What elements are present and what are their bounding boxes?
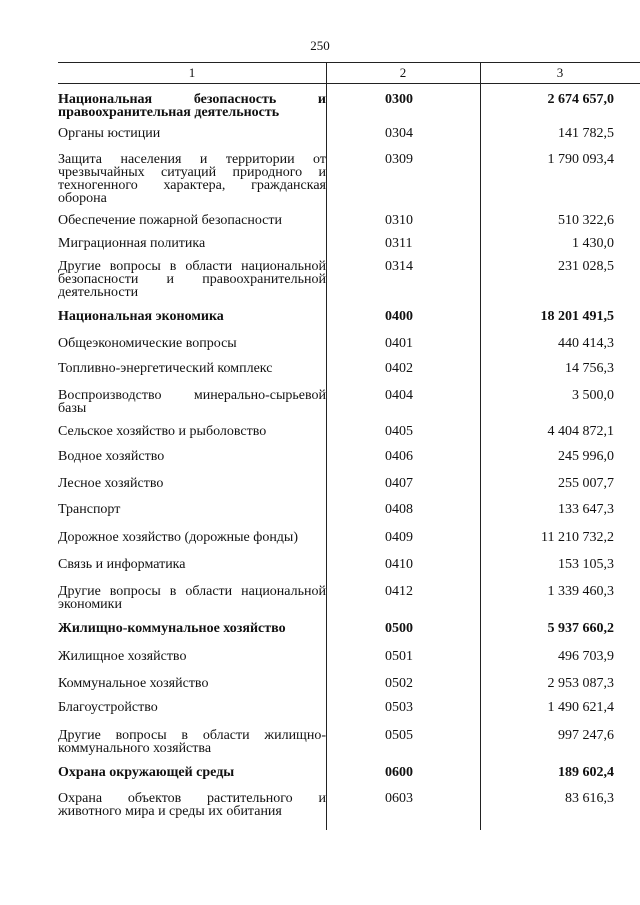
row-code: 0407 <box>385 476 413 491</box>
row-code: 0314 <box>385 259 413 274</box>
header-col-3: 3 <box>556 65 564 80</box>
row-value: 1 490 621,4 <box>547 700 614 715</box>
row-value: 141 782,5 <box>558 126 614 141</box>
row-code: 0310 <box>385 213 413 228</box>
table-header <box>58 62 640 84</box>
row-name: Дорожное хозяйство (дорожные фонды) <box>58 530 299 545</box>
row-code: 0600 <box>385 765 413 780</box>
row-name: Другие вопросы в области жилищно-коммунального хозяйства <box>58 728 326 756</box>
row-value: 18 201 491,5 <box>540 309 614 324</box>
row-value: 4 404 872,1 <box>547 424 614 439</box>
row-name: Благоустройство <box>58 700 158 715</box>
row-code: 0304 <box>385 126 413 141</box>
row-code: 0412 <box>385 584 413 599</box>
row-name: Национальная экономика <box>58 309 224 324</box>
row-code: 0603 <box>385 791 413 806</box>
row-name: Защита населения и территории от чрезвычайных ситуаций природного и техногенного характера, гражданская оборона <box>58 152 326 206</box>
row-code: 0311 <box>385 236 413 251</box>
row-name: Органы юстиции <box>58 126 161 141</box>
row-value: 510 322,6 <box>558 213 614 228</box>
row-name: Лесное хозяйство <box>58 476 164 491</box>
row-value: 2 953 087,3 <box>547 676 614 691</box>
header-col-1: 1 <box>188 65 196 80</box>
row-value: 1 339 460,3 <box>547 584 614 599</box>
page-number: 250 <box>310 38 330 53</box>
row-code: 0500 <box>385 621 413 636</box>
row-value: 5 937 660,2 <box>547 621 614 636</box>
row-code: 0400 <box>385 309 413 324</box>
row-code: 0406 <box>385 449 413 464</box>
row-code: 0402 <box>385 361 413 376</box>
row-value: 496 703,9 <box>558 649 614 664</box>
row-code: 0405 <box>385 424 413 439</box>
row-name: Транспорт <box>58 502 121 517</box>
row-name: Топливно-энергетический комплекс <box>58 361 273 376</box>
row-value: 11 210 732,2 <box>541 530 614 545</box>
row-name: Миграционная политика <box>58 236 206 251</box>
row-value: 997 247,6 <box>558 728 614 743</box>
row-name: Воспроизводство минерально-сырьевой базы <box>58 388 326 416</box>
row-name: Общеэкономические вопросы <box>58 336 237 351</box>
row-value: 245 996,0 <box>558 449 614 464</box>
row-value: 440 414,3 <box>558 336 614 351</box>
row-code: 0408 <box>385 502 413 517</box>
row-name: Другие вопросы в области национальной экономики <box>58 584 326 612</box>
row-name: Охрана объектов растительного и животного мира и среды их обитания <box>58 791 326 819</box>
row-code: 0401 <box>385 336 413 351</box>
row-value: 153 105,3 <box>558 557 614 572</box>
row-value: 189 602,4 <box>558 765 614 780</box>
row-code: 0505 <box>385 728 413 743</box>
row-code: 0309 <box>385 152 413 167</box>
row-code: 0502 <box>385 676 413 691</box>
row-code: 0503 <box>385 700 413 715</box>
row-code: 0404 <box>385 388 413 403</box>
row-name: Национальная безопасность и правоохранительная деятельность <box>58 92 326 120</box>
row-code: 0300 <box>385 92 413 107</box>
row-name: Жилищное хозяйство <box>58 649 187 664</box>
row-name: Жилищно-коммунальное хозяйство <box>58 621 286 636</box>
row-value: 231 028,5 <box>558 259 614 274</box>
header-col-2: 2 <box>399 65 407 80</box>
row-value: 255 007,7 <box>558 476 614 491</box>
row-name: Охрана окружающей среды <box>58 765 235 780</box>
row-name: Сельское хозяйство и рыболовство <box>58 424 267 439</box>
row-code: 0409 <box>385 530 413 545</box>
row-name: Водное хозяйство <box>58 449 165 464</box>
column-divider <box>326 62 327 830</box>
row-value: 1 790 093,4 <box>547 152 614 167</box>
row-value: 2 674 657,0 <box>547 92 614 107</box>
row-value: 133 647,3 <box>558 502 614 517</box>
row-name: Обеспечение пожарной безопасности <box>58 213 283 228</box>
row-name: Коммунальное хозяйство <box>58 676 209 691</box>
row-name: Другие вопросы в области национальной безопасности и правоохранительной деятельности <box>58 259 326 300</box>
row-value: 1 430,0 <box>572 236 614 251</box>
row-code: 0501 <box>385 649 413 664</box>
row-value: 83 616,3 <box>565 791 614 806</box>
column-divider <box>480 62 481 830</box>
row-value: 14 756,3 <box>565 361 614 376</box>
row-name: Связь и информатика <box>58 557 186 572</box>
row-code: 0410 <box>385 557 413 572</box>
row-value: 3 500,0 <box>572 388 614 403</box>
